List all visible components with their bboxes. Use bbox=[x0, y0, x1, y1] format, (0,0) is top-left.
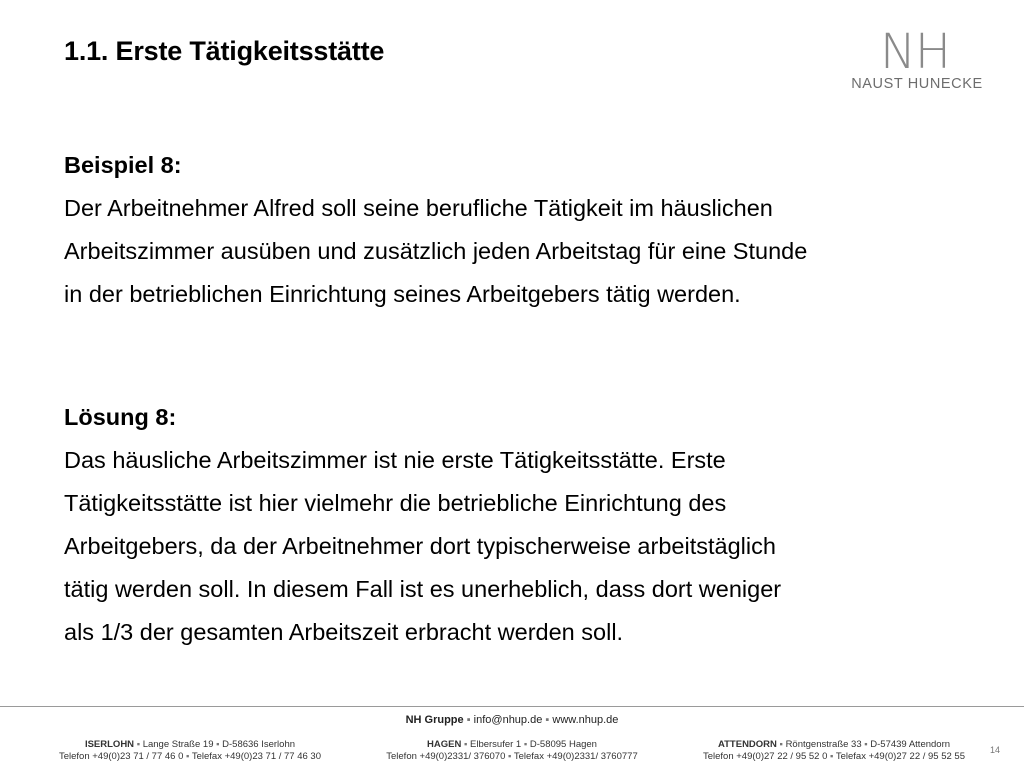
logo-text: NAUST HUNECKE bbox=[851, 76, 983, 92]
spacer bbox=[64, 316, 994, 396]
footer-email[interactable]: info@nhup.de bbox=[473, 714, 543, 726]
example-line: Der Arbeitnehmer Alfred soll seine berufliche Tätigkeit im häuslichen bbox=[64, 195, 773, 221]
solution-line: Arbeitgebers, da der Arbeitnehmer dort typischerweise arbeitstäglich bbox=[64, 533, 776, 559]
footer-separator: ▪ bbox=[466, 714, 471, 726]
slide-content bbox=[64, 144, 994, 654]
office-phone: Telefon +49(0)23 71 / 77 46 0 bbox=[58, 751, 184, 762]
office-address: Elbersufer 1 bbox=[470, 739, 522, 750]
solution-line: tätig werden soll. In diesem Fall ist es unerheblich, dass dort weniger bbox=[64, 576, 782, 602]
footer-divider bbox=[0, 706, 1024, 707]
example-line: in der betrieblichen Einrichtung seines Arbeitgebers tätig werden. bbox=[64, 281, 741, 307]
solution-line: als 1/3 der gesamten Arbeitszeit erbracht werden soll. bbox=[64, 619, 624, 645]
solution-line: Tätigkeitsstätte ist hier vielmehr die betriebliche Einrichtung des bbox=[64, 490, 727, 516]
office-city: HAGEN bbox=[427, 739, 462, 750]
page-number: 14 bbox=[990, 745, 1001, 755]
office-city: ISERLOHN bbox=[84, 739, 135, 750]
office-phone: Telefon +49(0)27 22 / 95 52 0 bbox=[702, 751, 828, 762]
logo-mark: NH bbox=[880, 24, 950, 80]
office-fax: Telefax +49(0)27 22 / 95 52 55 bbox=[835, 751, 965, 762]
office-address: Lange Straße 19 bbox=[142, 739, 214, 750]
footer-contact bbox=[0, 714, 1024, 726]
office-zip: D-58636 Iserlohn bbox=[222, 739, 296, 750]
office-fax: Telefax +49(0)2331/ 3760777 bbox=[513, 751, 638, 762]
example-heading: Beispiel 8: bbox=[64, 152, 182, 178]
slide-title: 1.1. Erste Tätigkeitsstätte bbox=[64, 36, 385, 66]
footer-office-iserlohn: ISERLOHN ▪ Lange Straße 19 ▪ D-58636 Iserlohn Telefon +49(0)23 71 / 77 46 0 ▪ Telefax +49(0)23 71 / 77 46 30 bbox=[58, 739, 321, 762]
office-phone: Telefon +49(0)2331/ 376070 bbox=[386, 751, 506, 762]
office-fax: Telefax +49(0)23 71 / 77 46 30 bbox=[191, 751, 321, 762]
office-zip: D-57439 Attendorn bbox=[870, 739, 951, 750]
footer-office-hagen: HAGEN ▪ Elbersufer 1 ▪ D-58095 Hagen Telefon +49(0)2331/ 376070 ▪ Telefax +49(0)2331/ 3760777 bbox=[386, 739, 638, 762]
office-city: ATTENDORN bbox=[717, 739, 777, 750]
example-line: Arbeitszimmer ausüben und zusätzlich jeden Arbeitstag für eine Stunde bbox=[64, 238, 808, 264]
footer-group-name: NH Gruppe bbox=[405, 714, 464, 726]
footer-website[interactable]: www.nhup.de bbox=[552, 714, 619, 726]
office-zip: D-58095 Hagen bbox=[529, 739, 597, 750]
solution-heading: Lösung 8: bbox=[64, 404, 177, 430]
footer-separator: ▪ bbox=[545, 714, 550, 726]
solution-line: Das häusliche Arbeitszimmer ist nie erste Tätigkeitsstätte. Erste bbox=[64, 447, 726, 473]
office-address: Röntgenstraße 33 bbox=[785, 739, 862, 750]
footer-office-attendorn: ATTENDORN ▪ Röntgenstraße 33 ▪ D-57439 Attendorn Telefon +49(0)27 22 / 95 52 0 ▪ Telefax +49(0)27 22 / 95 52 55 bbox=[702, 739, 965, 762]
naust-hunecke-logo bbox=[836, 26, 998, 96]
